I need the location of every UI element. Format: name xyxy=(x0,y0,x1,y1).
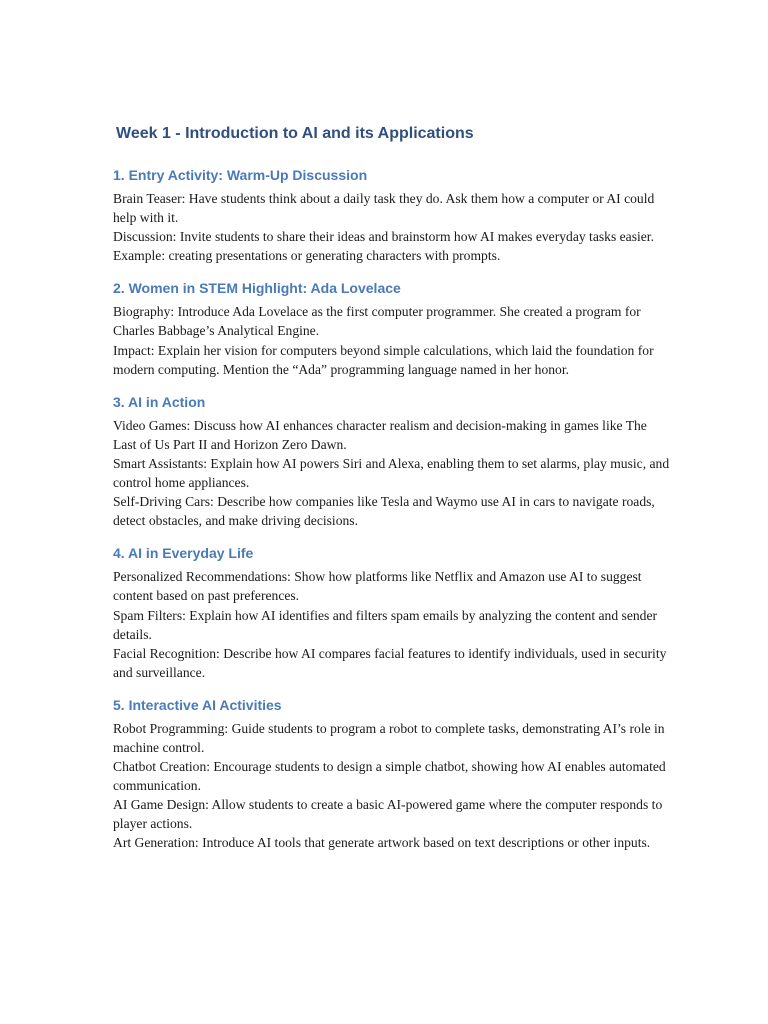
paragraph-chatbot-creation: Chatbot Creation: Encourage students to design a simple chatbot, showing how AI enables automated communication. xyxy=(113,759,666,794)
section-heading: 1. Entry Activity: Warm-Up Discussion xyxy=(113,167,368,183)
section-heading: 5. Interactive AI Activities xyxy=(113,696,282,713)
section-ai-everyday-life xyxy=(113,542,673,682)
section-heading: 3. AI in Action xyxy=(113,393,206,410)
paragraph-brain-teaser: Brain Teaser: Have students think about a daily task they do. Ask them how a computer or AI could help with it. xyxy=(113,191,655,226)
paragraph-ai-game-design: AI Game Design: Allow students to create a basic AI-powered game where the computer responds to player actions. xyxy=(113,797,663,832)
document-title: Week 1 - Introduction to AI and its Applications xyxy=(116,125,474,142)
paragraph-recommendations: Personalized Recommendations: Show how platforms like Netflix and Amazon use AI to suggest content based on past preferences. xyxy=(113,569,642,604)
paragraph-discussion: Discussion: Invite students to share their ideas and brainstorm how AI makes everyday tasks easier. Example: creating presentations or generating characters with prompts. xyxy=(113,229,654,264)
paragraph-art-generation: Art Generation: Introduce AI tools that generate artwork based on text descriptions or other inputs. xyxy=(113,835,651,851)
paragraph-smart-assistants: Smart Assistants: Explain how AI powers Siri and Alexa, enabling them to set alarms, play music, and control home appliances. xyxy=(113,455,670,491)
section-women-in-stem xyxy=(113,277,673,378)
section-interactive-activities xyxy=(113,694,673,853)
section-ai-in-action xyxy=(113,391,673,531)
section-heading: 2. Women in STEM Highlight: Ada Lovelace xyxy=(113,280,401,297)
paragraph-biography: Biography: Introduce Ada Lovelace as the first computer programmer. She created a program for Charles Babbage’s Analytical Engine. xyxy=(113,304,641,339)
paragraph-robot-programming: Robot Programming: Guide students to program a robot to complete tasks, demonstrating AI’s role in machine control. xyxy=(113,720,665,755)
paragraph-facial-recognition: Facial Recognition: Describe how AI compares facial features to identify individuals, used in security and surveillance. xyxy=(113,645,667,680)
paragraph-spam-filters: Spam Filters: Explain how AI identifies and filters spam emails by analyzing the content and sender details. xyxy=(113,607,658,642)
paragraph-video-games: Video Games: Discuss how AI enhances character realism and decision-making in games like The Last of Us Part II and Horizon Zero Dawn. xyxy=(113,417,647,452)
section-heading: 4. AI in Everyday Life xyxy=(113,545,254,562)
document-page xyxy=(113,122,673,865)
paragraph-self-driving-cars: Self-Driving Cars: Describe how companies like Tesla and Waymo use AI in cars to navigate roads, detect obstacles, and make driving decisions. xyxy=(113,494,655,529)
paragraph-impact: Impact: Explain her vision for computers beyond simple calculations, which laid the foundation for modern computing. Mention the “Ada” programming language named in her honor. xyxy=(113,342,654,377)
section-entry-activity xyxy=(113,164,673,265)
